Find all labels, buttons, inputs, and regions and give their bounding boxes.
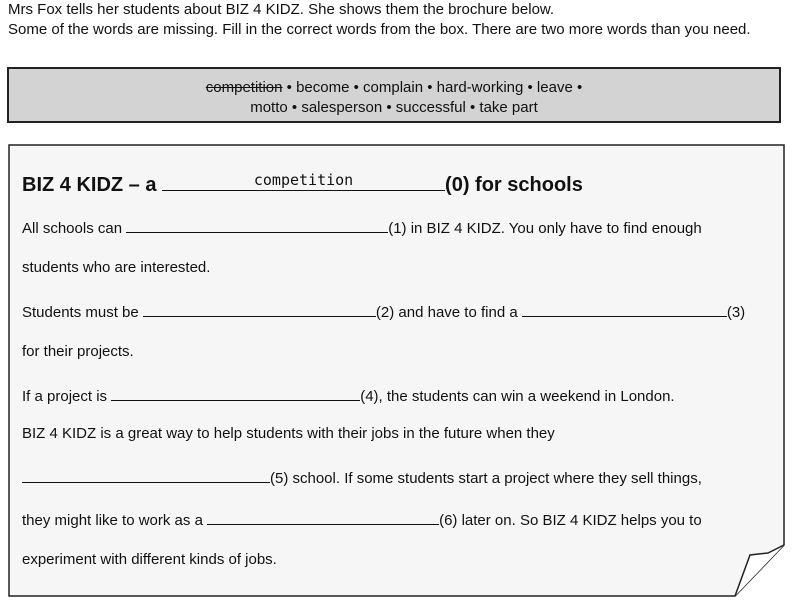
text-segment: (4), the students can win a weekend in London. (360, 388, 675, 405)
text-line-4: for their projects. (22, 343, 134, 360)
text-segment: If a project is (22, 388, 112, 405)
text-line-7 (22, 467, 702, 487)
text-segment: Students must be (22, 304, 143, 321)
brochure-page-shape (8, 144, 785, 598)
word-box (7, 67, 781, 123)
answer-blank-1[interactable] (126, 217, 388, 233)
text-line-3 (22, 301, 745, 321)
text-segment: (2) and have to find a (375, 304, 522, 321)
answer-blank-4[interactable] (111, 385, 360, 401)
text-segment: (5) school. If some students start a project where they sell things, (270, 470, 702, 487)
text-line-9: experiment with different kinds of jobs. (22, 551, 277, 568)
instruction-line-2: Some of the words are missing. Fill in the correct words from the box. There are two more words than you need. (8, 21, 751, 38)
answer-blank-3[interactable] (522, 301, 727, 317)
title-prefix: BIZ 4 KIDZ – a (22, 174, 157, 196)
text-segment: they might like to work as a (22, 512, 208, 529)
example-answer: competition (253, 171, 354, 189)
word-box-words-1: • become • complain • hard-working • leave • (282, 79, 583, 96)
word-box-row-1 (9, 78, 779, 98)
instructions (8, 0, 788, 40)
answer-blank-2[interactable] (143, 301, 376, 317)
title-suffix: (0) for schools (445, 174, 583, 196)
text-line-6: BIZ 4 KIDZ is a great way to help students with their jobs in the future when they (22, 425, 555, 442)
text-segment: (1) in BIZ 4 KIDZ. You only have to find enough (388, 220, 702, 237)
text-segment: All schools can (22, 220, 127, 237)
brochure (8, 144, 785, 598)
answer-blank-6[interactable] (207, 509, 439, 525)
text-line-1 (22, 217, 702, 237)
text-line-2: students who are interested. (22, 259, 211, 276)
word-box-row-2: motto • salesperson • successful • take part (250, 99, 538, 116)
answer-blank-0[interactable] (162, 170, 445, 191)
example-word-crossed: competition (205, 79, 283, 96)
text-line-5 (22, 385, 675, 405)
text-segment: (3) (726, 304, 746, 321)
instruction-line-1: Mrs Fox tells her students about BIZ 4 KIDZ. She shows them the brochure below. (8, 1, 555, 18)
text-line-8 (22, 509, 702, 529)
answer-blank-5[interactable] (22, 467, 270, 483)
brochure-title (22, 170, 583, 197)
text-segment: (6) later on. So BIZ 4 KIDZ helps you to (439, 512, 702, 529)
